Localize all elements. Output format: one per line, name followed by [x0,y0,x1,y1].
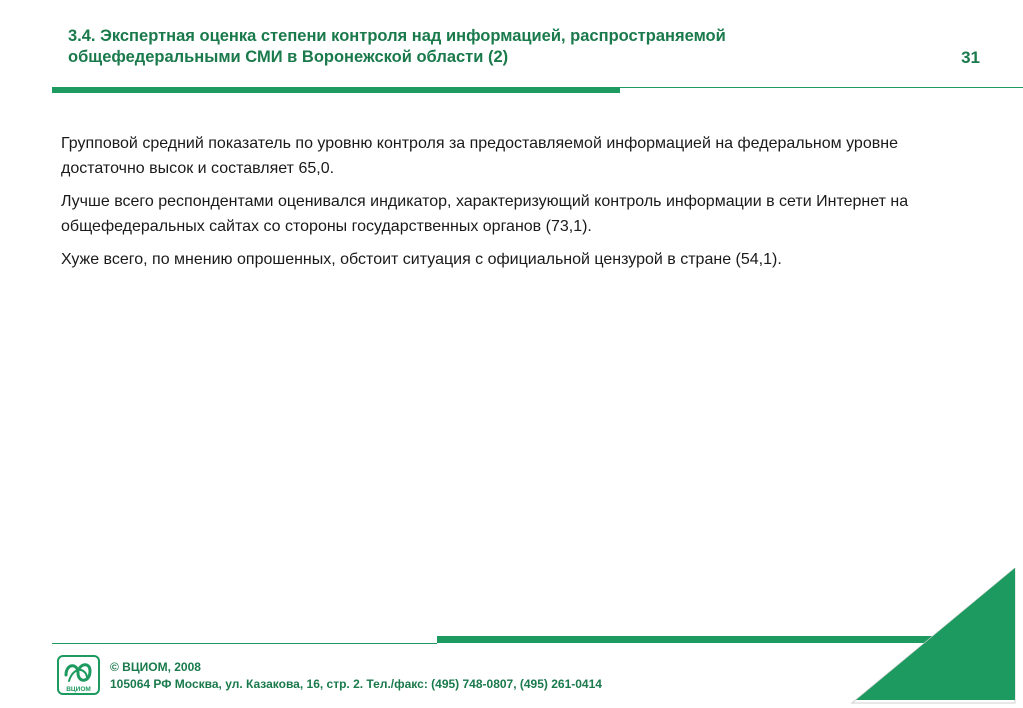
corner-triangle-decoration [850,568,1023,708]
page-number: 31 [961,48,980,67]
footer-divider-thin [52,643,437,644]
body-paragraph-3: Хуже всего, по мнению опрошенных, обстоит ситуация с официальной цензурой в стране (54,1). [61,251,782,268]
slide-title [68,26,868,68]
footer-info [110,659,602,693]
vciom-logo-icon [57,655,100,695]
slide-title-line-2: общефедеральными СМИ в Воронежской области (2) [68,48,509,66]
body-paragraph-2: Лучше всего респондентами оценивался индикатор, характеризующий контроль информации в сети Интернет на общефедеральных сайтах со стороны государственных органов (73,1). [61,193,909,235]
slide-title-line-1: 3.4. Экспертная оценка степени контроля над информацией, распространяемой [68,27,726,45]
logo-text: ВЦИОМ [66,686,91,693]
footer-address: 105064 РФ Москва, ул. Казакова, 16, стр. 2. Тел./факс: (495) 748-0807, (495) 261-0414 [110,677,602,691]
slide-body [61,131,981,280]
header-divider-thin [620,87,1023,88]
footer-copyright: © ВЦИОМ, 2008 [110,660,201,674]
header-divider-thick [52,87,620,93]
body-paragraph-1: Групповой средний показатель по уровню контроля за предоставляемой информацией на федеральном уровне достаточно высок и составляет 65,0. [61,135,898,177]
